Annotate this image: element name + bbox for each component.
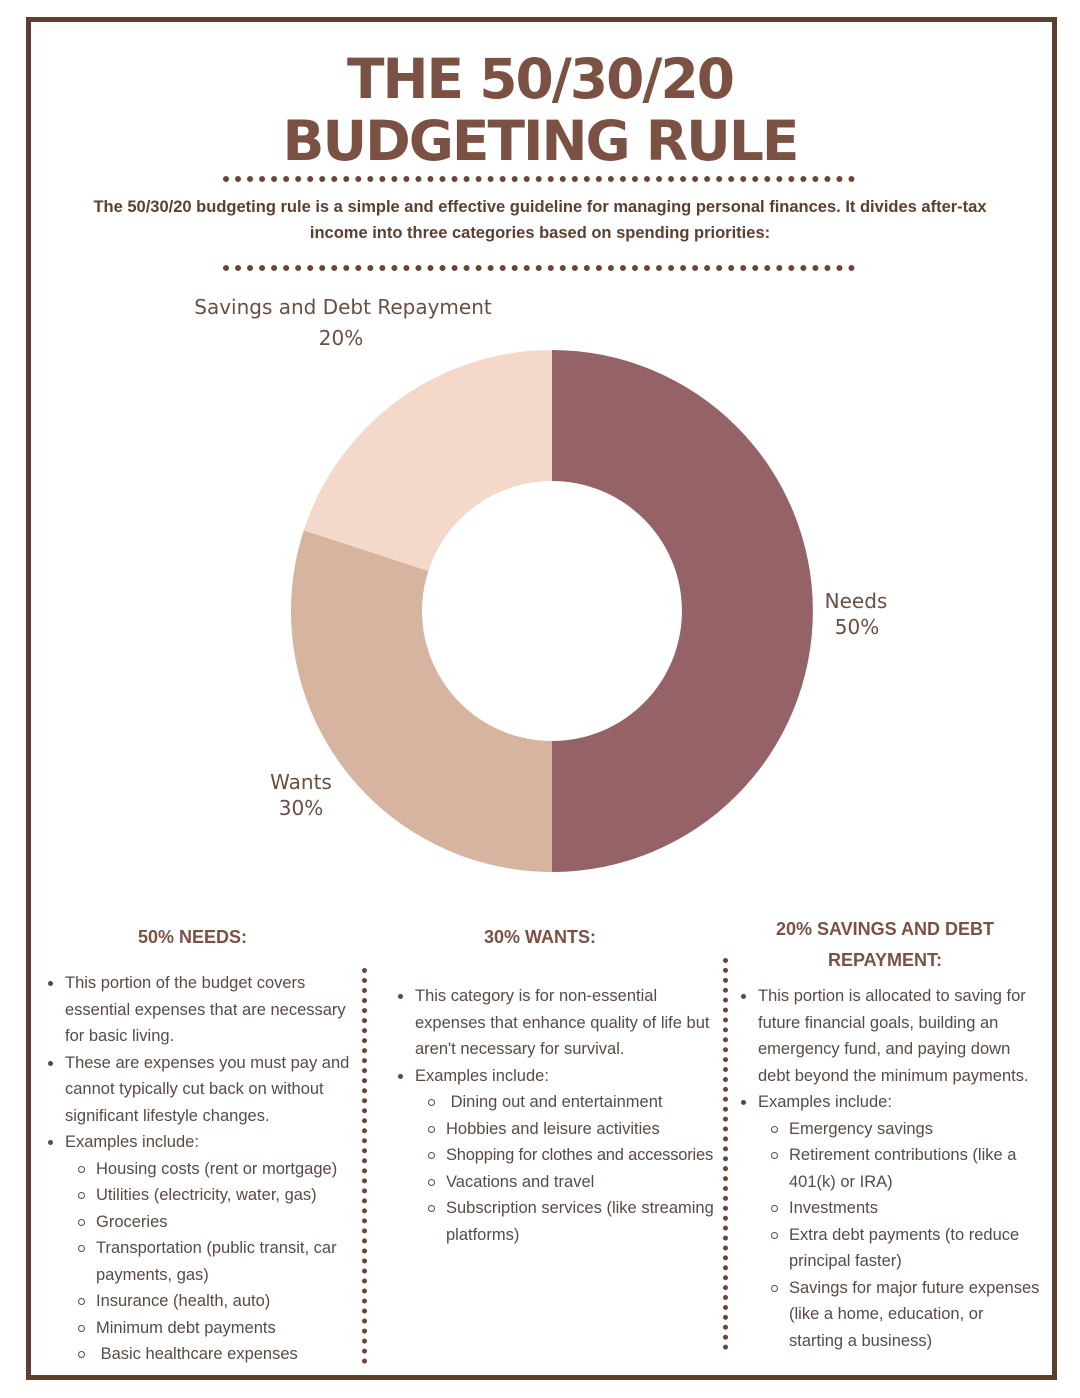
needs-heading: 50% NEEDS: [137,927,248,947]
savings-example: Emergency savings [789,1116,1041,1143]
savings-bullet: Examples include: [758,1089,1041,1116]
savings-example: Extra debt payments (to reduce principal faster) [789,1222,1041,1275]
needs-example: Transportation (public transit, car payments, gas) [96,1235,355,1288]
savings-column [758,983,1041,1354]
needs-bullet: Examples include: [65,1129,355,1156]
needs-example: Utilities (electricity, water, gas) [96,1182,355,1209]
savings-example: Savings for major future expenses (like a home, education, or starting a business) [789,1275,1041,1355]
needs-example: Insurance (health, auto) [96,1288,355,1315]
slice-wants [291,530,552,872]
wants-example: Vacations and travel [446,1169,731,1196]
label-wants-name: Wants [270,770,332,794]
needs-example: Groceries [96,1209,355,1236]
needs-bullet: This portion of the budget covers essential expenses that are necessary for basic living. [65,970,355,1050]
needs-bullet: These are expenses you must pay and cannot typically cut back on without significant lifestyle changes. [65,1050,355,1130]
label-needs-value: 50% [834,615,880,639]
wants-example: Subscription services (like streaming platforms) [446,1195,731,1248]
wants-example: Shopping for clothes and accessories [446,1142,731,1169]
title-line-1: THE 50/30/20 [346,47,734,111]
column-separator-1 [362,968,367,1364]
wants-bullet: Examples include: [415,1063,715,1090]
label-needs-name: Needs [824,589,888,613]
wants-bullet: This category is for non-essential expenses that enhance quality of life but aren't necessary for survival. [415,983,715,1063]
label-savings-name: Savings and Debt Repayment [194,295,492,319]
savings-example: Retirement contributions (like a 401(k) or IRA) [789,1142,1041,1195]
intro-text: The 50/30/20 budgeting rule is a simple and effective guideline for managing personal finances. It divides after-tax income into three categories based on spending priorities: [93,198,987,242]
wants-example: Dining out and entertainment [446,1089,731,1116]
savings-bullet: This portion is allocated to saving for future financial goals, building an emergency fund, and paying down debt beyond the minimum payments. [758,983,1041,1089]
savings-example: Investments [789,1195,1041,1222]
wants-column [415,983,715,1248]
needs-example: Basic healthcare expenses [96,1341,355,1368]
wants-example: Hobbies and leisure activities [446,1116,731,1143]
slice-needs [552,350,813,872]
needs-column [65,970,355,1368]
needs-example: Housing costs (rent or mortgage) [96,1156,355,1183]
title-line-2: BUDGETING RULE [282,109,798,173]
wants-heading: 30% WANTS: [483,927,597,947]
label-wants-value: 30% [278,796,324,820]
label-savings-value: 20% [318,326,364,350]
slice-savings [304,350,552,571]
savings-heading: 20% SAVINGS AND DEBT REPAYMENT: [775,919,995,970]
needs-example: Minimum debt payments [96,1315,355,1342]
